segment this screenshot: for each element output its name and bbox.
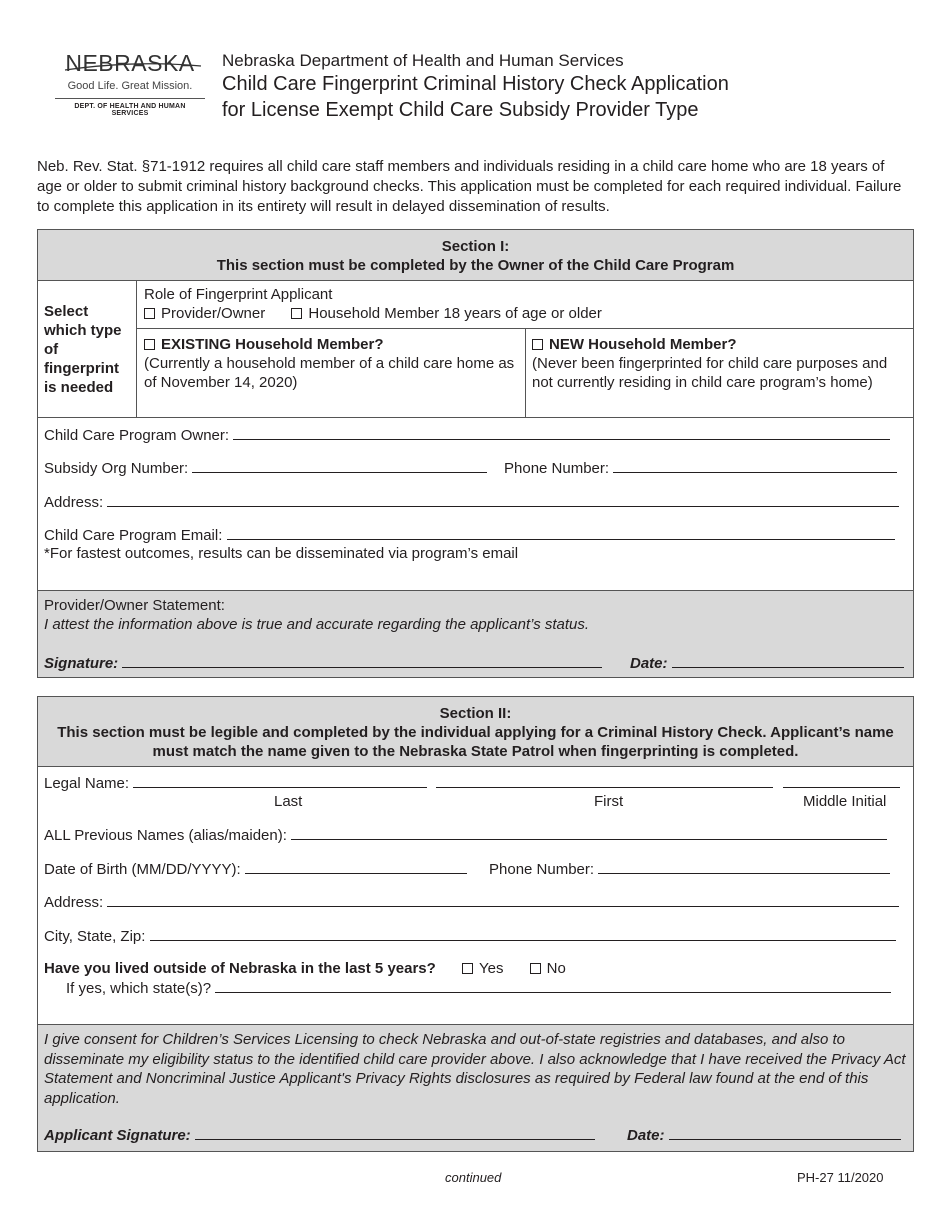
- household-member-option[interactable]: Household Member 18 years of age or older: [291, 305, 602, 322]
- section-1-header: [38, 230, 913, 281]
- no-option[interactable]: No: [530, 960, 566, 977]
- footer-form-code: PH-27 11/2020: [797, 1170, 884, 1185]
- last-caption: Last: [274, 793, 303, 810]
- section-1-heading: Section I:: [441, 238, 510, 255]
- section-2: [37, 696, 914, 1152]
- owner-field[interactable]: [44, 426, 890, 444]
- subsidy-field[interactable]: [44, 459, 487, 477]
- applicant-address-line[interactable]: [107, 893, 899, 907]
- role-options: [144, 305, 602, 322]
- new-member-option[interactable]: NEW Household Member?: [532, 335, 910, 354]
- outside-question-label: Have you lived outside of Nebraska in the last 5 years?: [44, 960, 436, 977]
- statement-label: Provider/Owner Statement:: [44, 597, 225, 614]
- program-email-input-line[interactable]: [227, 526, 895, 540]
- yes-option[interactable]: Yes: [462, 960, 503, 977]
- applicant-phone-label: Phone Number:: [489, 861, 595, 878]
- title-block: [222, 51, 729, 123]
- department-name: Nebraska Department of Health and Human Services: [222, 51, 624, 70]
- applicant-date-field[interactable]: [627, 1126, 901, 1144]
- select-type-cell: [38, 281, 137, 417]
- consent-box: [38, 1024, 913, 1151]
- consent-text: I give consent for Children’s Services Licensing to check Nebraska and out-of-state registries and databases, and also to disseminate my eligibility status to the identified child care provider above. I also acknowledge that I have received the Privacy Act Statement and Noncriminal Justice Applicant's Privacy Rights disclosures as required by Federal law found at the end of this application.: [44, 1031, 906, 1107]
- role-label: Role of Fingerprint Applicant: [144, 286, 333, 303]
- city-state-zip-field[interactable]: [44, 927, 896, 945]
- dob-field[interactable]: [44, 860, 467, 878]
- applicant-date-label: Date:: [627, 1127, 665, 1144]
- applicant-address-label: Address:: [44, 894, 104, 911]
- legal-name-field[interactable]: [44, 774, 900, 792]
- owner-statement-box: [38, 590, 913, 677]
- owner-phone-field[interactable]: [504, 459, 897, 477]
- previous-names-line[interactable]: [291, 826, 887, 840]
- owner-date-label: Date:: [630, 655, 668, 672]
- applicant-signature-field[interactable]: [44, 1126, 595, 1144]
- logo-word: NEBRASKA: [65, 50, 195, 76]
- applicant-address-field[interactable]: [44, 893, 899, 911]
- select-type-label: Select which type of fingerprint is needed: [44, 303, 122, 396]
- subsidy-input-line[interactable]: [192, 459, 487, 473]
- section-2-subheading: This section must be legible and completed by the individual applying for a Criminal History Check. Applicant’s name must match the name given to the Nebraska State Patrol when fingerprinting is completed.: [57, 724, 894, 760]
- owner-date-line[interactable]: [672, 654, 904, 668]
- program-email-field[interactable]: [44, 526, 895, 544]
- owner-signature-field[interactable]: [44, 654, 602, 672]
- applicant-signature-label: Applicant Signature:: [44, 1127, 191, 1144]
- section-1: [37, 229, 914, 678]
- form-title-line2: for License Exempt Child Care Subsidy Provider Type: [222, 99, 699, 121]
- which-states-label: If yes, which state(s)?: [66, 980, 212, 997]
- existing-member-desc: (Currently a household member of a child care home as of November 14, 2020): [144, 355, 515, 391]
- middle-initial-caption: Middle Initial: [803, 793, 887, 810]
- statement-text: I attest the information above is true and accurate regarding the applicant’s status.: [44, 616, 590, 633]
- program-email-label: Child Care Program Email:: [44, 527, 223, 544]
- owner-phone-input-line[interactable]: [613, 459, 897, 473]
- checkbox-household-member[interactable]: [291, 308, 302, 319]
- legal-name-label: Legal Name:: [44, 775, 130, 792]
- section-1-subheading: This section must be completed by the Owner of the Child Care Program: [216, 257, 735, 274]
- checkbox-existing-member[interactable]: [144, 339, 155, 350]
- outside-nebraska-question: [44, 960, 566, 977]
- form-title-line1: Child Care Fingerprint Criminal History Check Application: [222, 73, 729, 95]
- owner-phone-label: Phone Number:: [504, 460, 610, 477]
- nebraska-dhhs-logo: [55, 48, 205, 118]
- section-2-heading: Section II:: [439, 705, 512, 722]
- owner-label: Child Care Program Owner:: [44, 427, 230, 444]
- intro-paragraph: Neb. Rev. Stat. §71-1912 requires all child care staff members and individuals residing in a child care home who are 18 years of age or older to submit criminal history background checks. This application must be completed for each required individual. Failure to complete this application in its entirety will result in delayed dissemination of results.: [37, 158, 902, 215]
- logo-dept: DEPT. OF HEALTH AND HUMAN SERVICES: [74, 103, 186, 117]
- page-header: [55, 48, 915, 128]
- city-state-zip-line[interactable]: [150, 927, 896, 941]
- existing-member-cell: [144, 335, 521, 392]
- applicant-phone-field[interactable]: [489, 860, 890, 878]
- applicant-date-line[interactable]: [669, 1126, 901, 1140]
- checkbox-new-member[interactable]: [532, 339, 543, 350]
- applicant-phone-line[interactable]: [598, 860, 890, 874]
- new-member-cell: [532, 335, 910, 392]
- applicant-signature-line[interactable]: [195, 1126, 595, 1140]
- previous-names-field[interactable]: [44, 826, 887, 844]
- new-member-desc: (Never been fingerprinted for child care purposes and not currently residing in child care program’s home): [532, 355, 888, 391]
- owner-address-input-line[interactable]: [107, 493, 899, 507]
- email-note: *For fastest outcomes, results can be disseminated via program’s email: [44, 545, 519, 562]
- previous-names-label: ALL Previous Names (alias/maiden):: [44, 827, 287, 844]
- dob-line[interactable]: [245, 860, 467, 874]
- middle-initial-line[interactable]: [783, 774, 900, 788]
- first-caption: First: [594, 793, 624, 810]
- section-2-header: [38, 697, 913, 767]
- last-name-line[interactable]: [133, 774, 427, 788]
- signature-label: Signature:: [44, 655, 119, 672]
- owner-address-label: Address:: [44, 494, 104, 511]
- dob-label: Date of Birth (MM/DD/YYYY):: [44, 861, 241, 878]
- owner-address-field[interactable]: [44, 493, 899, 511]
- which-states-field[interactable]: [66, 979, 891, 997]
- checkbox-provider-owner[interactable]: [144, 308, 155, 319]
- footer-continued: continued: [445, 1170, 502, 1185]
- logo-swoosh-icon: [63, 58, 203, 72]
- subsidy-label: Subsidy Org Number:: [44, 460, 189, 477]
- owner-date-field[interactable]: [630, 654, 904, 672]
- which-states-line[interactable]: [215, 979, 891, 993]
- checkbox-yes[interactable]: [462, 963, 473, 974]
- provider-owner-option[interactable]: Provider/Owner: [144, 305, 265, 322]
- first-name-line[interactable]: [436, 774, 773, 788]
- owner-input-line[interactable]: [233, 426, 890, 440]
- existing-member-option[interactable]: EXISTING Household Member?: [144, 335, 521, 354]
- city-state-zip-label: City, State, Zip:: [44, 928, 146, 945]
- logo-tagline: Good Life. Great Mission.: [55, 80, 205, 99]
- checkbox-no[interactable]: [530, 963, 541, 974]
- owner-signature-line[interactable]: [122, 654, 602, 668]
